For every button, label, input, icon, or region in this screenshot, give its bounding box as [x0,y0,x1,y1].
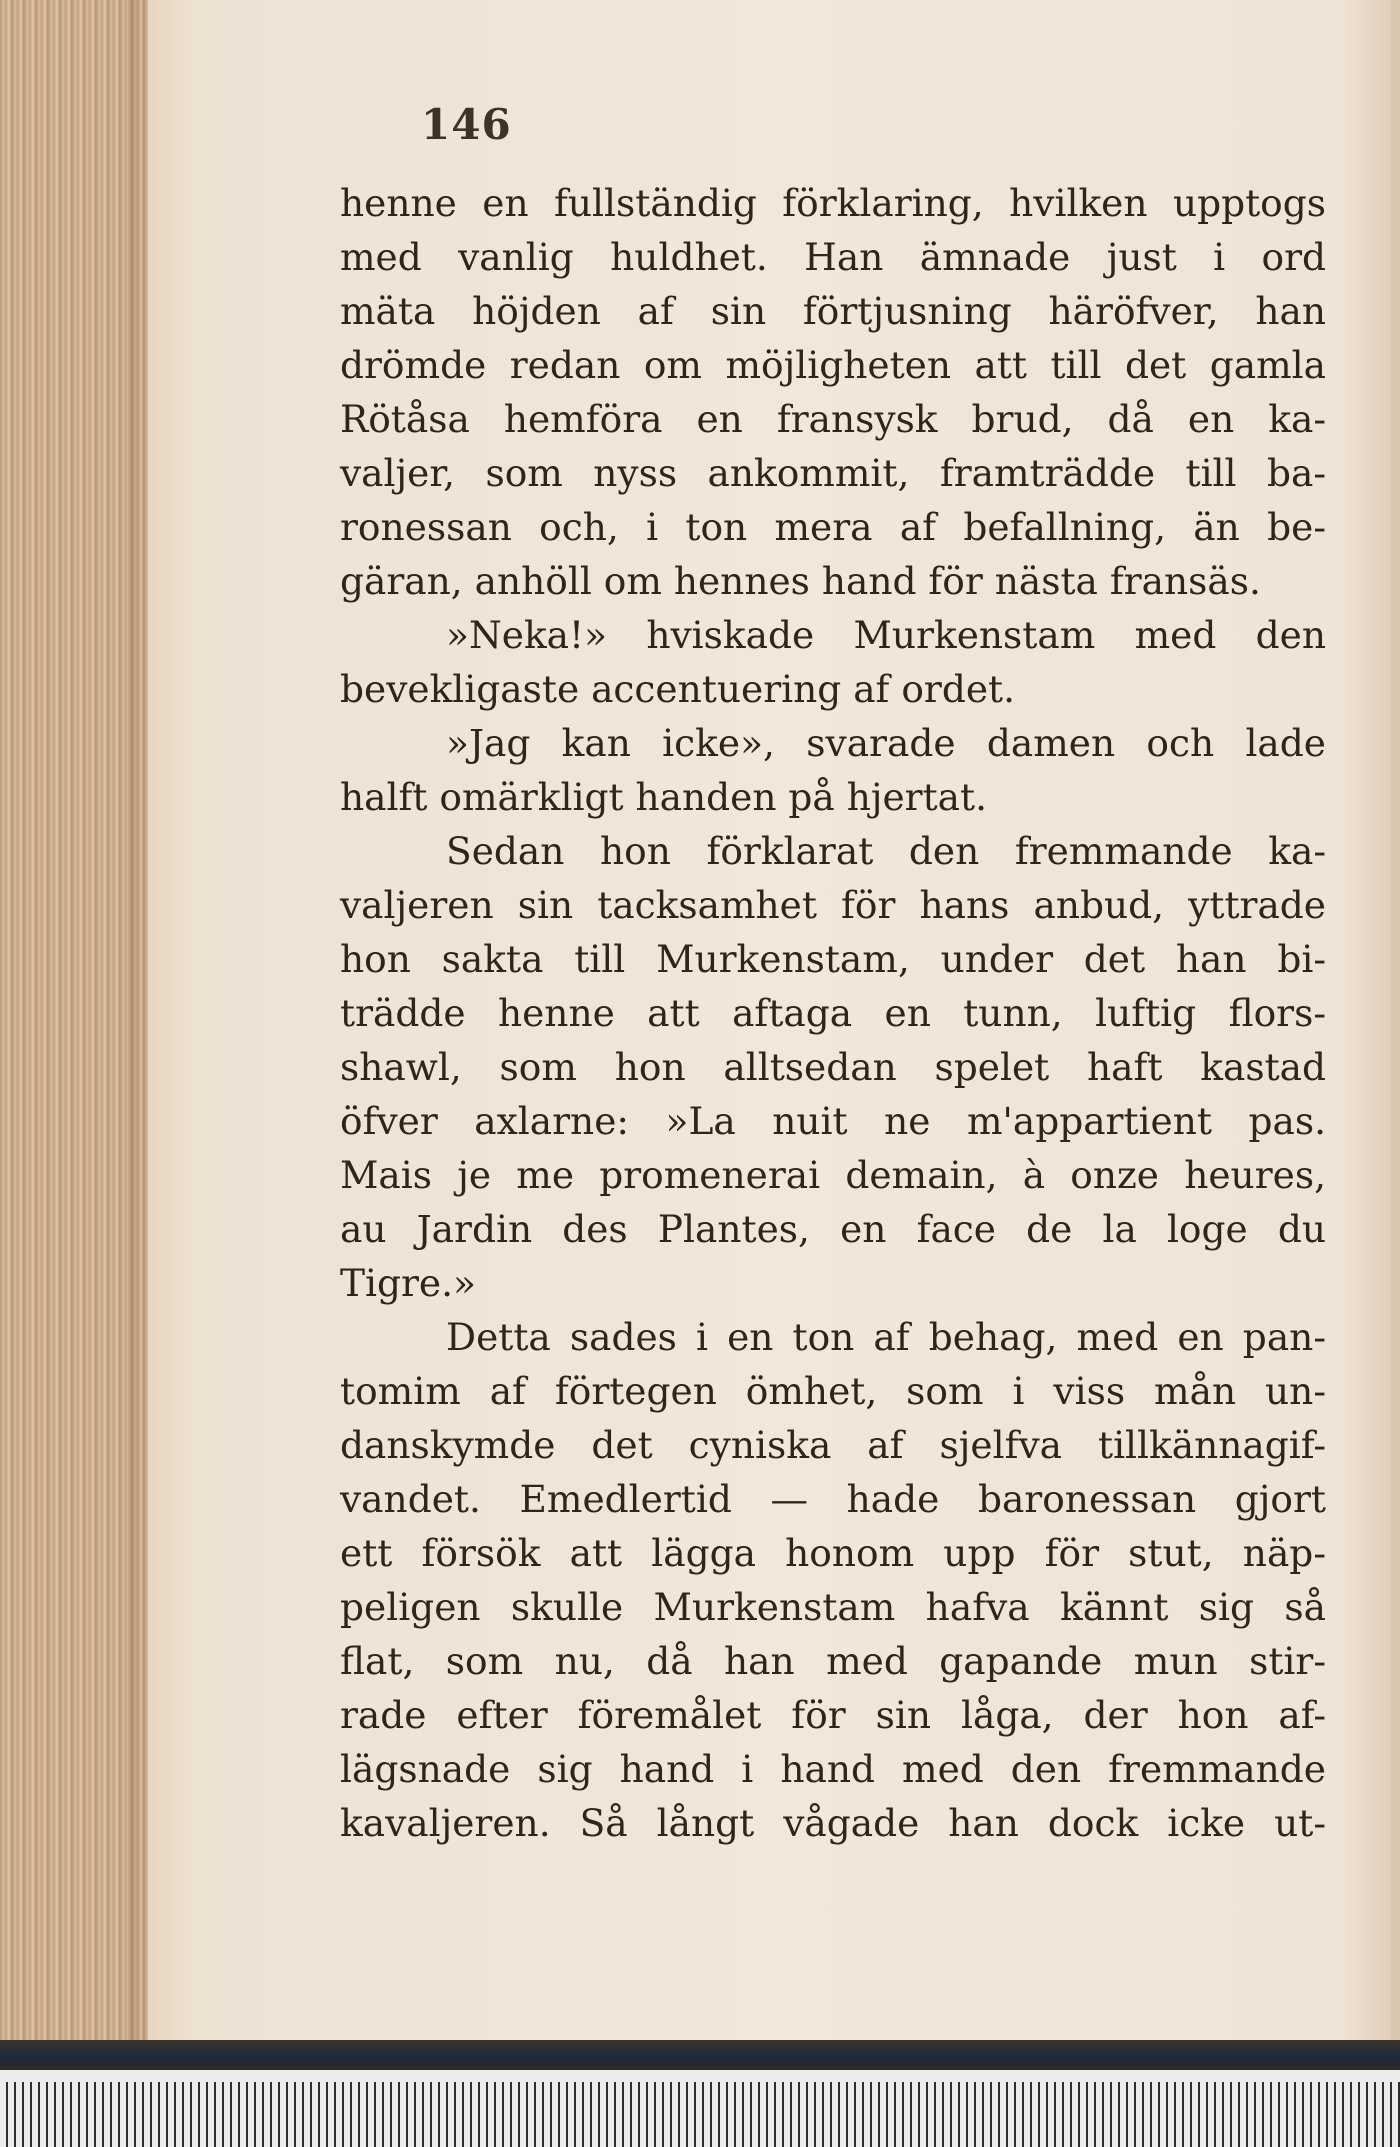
text-line: hon sakta till Murkenstam, under det han bi- [340,937,1326,981]
text-line: mäta höjden af sin förtjusning häröfver, han [340,289,1326,333]
book-page-edges [0,0,148,2060]
text-line: henne en fullständig förklaring, hvilken upptogs [340,181,1326,225]
text-line: flat, som nu, då han med gapande mun stir- [340,1639,1326,1683]
text-line: au Jardin des Plantes, en face de la loge du [340,1207,1326,1251]
text-line: shawl, som hon alltsedan spelet haft kastad [340,1045,1326,1089]
text-line: »Jag kan icke», svarade damen och lade [446,721,1326,765]
text-line: vandet. Emedlertid — hade baronessan gjort [340,1477,1326,1521]
text-line: bevekligaste accentuering af ordet. [340,667,1016,711]
text-line: ett försök att lägga honom upp för stut, näp- [340,1531,1326,1575]
page-number: 146 [421,100,512,149]
text-line: »Neka!» hviskade Murkenstam med den [446,613,1326,657]
text-line: gäran, anhöll om hennes hand för nästa fransäs. [340,559,1261,603]
text-line: öfver axlarne: »La nuit ne m'appartient pas. [340,1099,1326,1143]
text-line: trädde henne att aftaga en tunn, luftig flors- [340,991,1326,1035]
text-line: Detta sades i en ton af behag, med en pan- [446,1315,1326,1359]
text-line: tomim af förtegen ömhet, som i viss mån un- [340,1369,1326,1413]
text-line: Tigre.» [340,1261,476,1305]
text-line: Sedan hon förklarat den fremmande ka- [446,829,1326,873]
text-line: peligen skulle Murkenstam hafva kännt sig så [340,1585,1326,1629]
text-line: rade efter föremålet för sin låga, der hon af- [340,1693,1326,1737]
text-line: valjeren sin tacksamhet för hans anbud, yttrade [340,883,1326,927]
text-line: danskymde det cyniska af sjelfva tillkännagif- [340,1423,1326,1467]
text-line: valjer, som nyss ankommit, framträdde till ba- [340,451,1326,495]
text-line: med vanlig huldhet. Han ämnade just i ord [340,235,1326,279]
page-text [340,176,1326,1850]
book-cover-strip [0,2040,1400,2070]
text-line: lägsnade sig hand i hand med den fremmande [340,1747,1326,1791]
text-line: ronessan och, i ton mera af befallning, än be- [340,505,1326,549]
text-line: drömde redan om möjligheten att till det gamla [340,343,1326,387]
text-line: Rötåsa hemföra en fransysk brud, då en ka- [340,397,1326,441]
text-line: kavaljeren. Så långt vågade han dock icke ut- [340,1801,1326,1845]
scan-ruler [0,2070,1400,2147]
text-line: halft omärkligt handen på hjertat. [340,775,988,819]
right-page-edge [1390,0,1400,2060]
text-line: Mais je me promenerai demain, à onze heures, [340,1153,1326,1197]
